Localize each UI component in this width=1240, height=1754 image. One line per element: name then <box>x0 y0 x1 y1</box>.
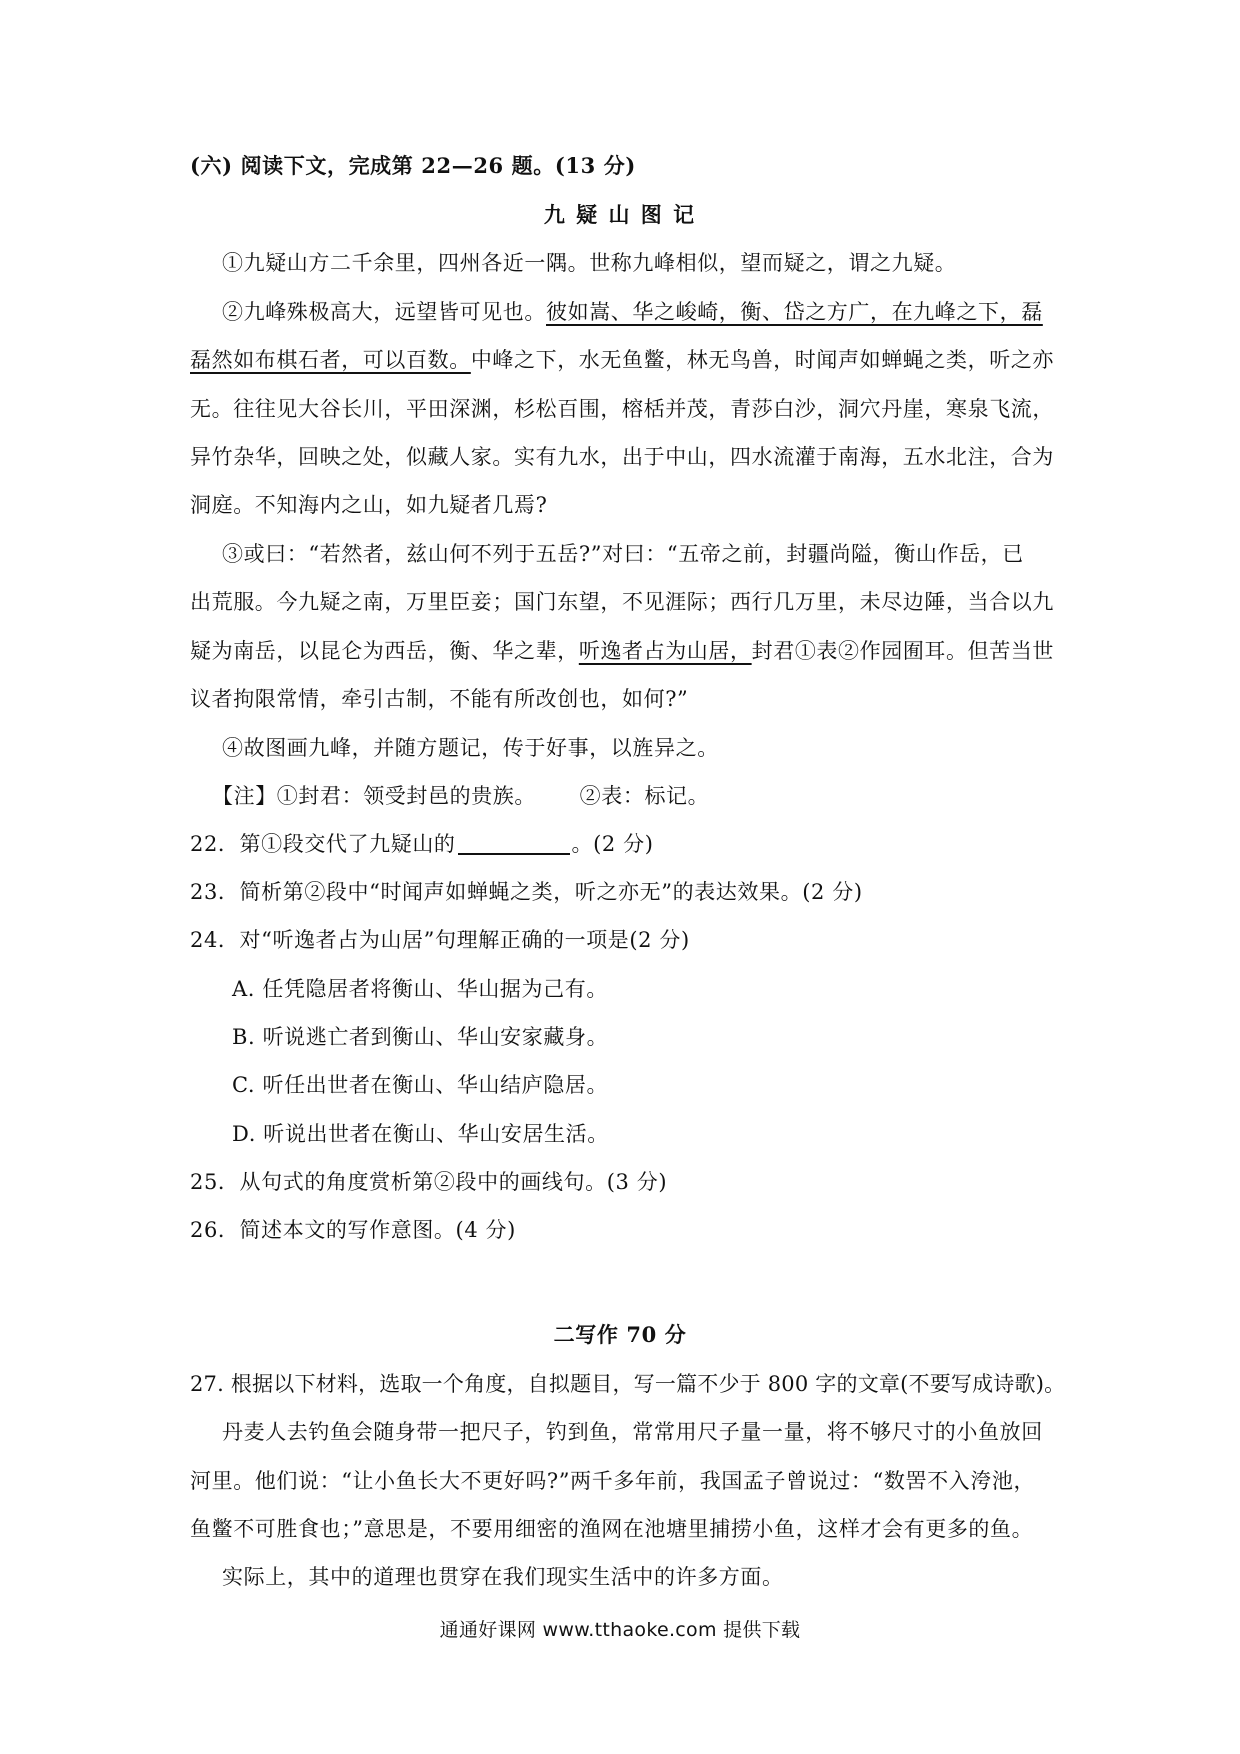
paragraph-3-text: 封君①表②作园囿耳。但苦当世 <box>751 639 1055 663</box>
paragraph-2-text: 中峰之下，水无鱼鳖，林无鸟兽，时闻声如蝉蝇之类，听之亦 <box>470 348 1055 372</box>
underlined-sentence: 磊然如布棋石者，可以百数。 <box>190 348 471 372</box>
question-23: 23．简析第②段中“时闻声如蝉蝇之类，听之亦无”的表达效果。(2 分) <box>190 880 863 904</box>
question-22 <box>190 830 654 858</box>
answer-blank[interactable] <box>458 833 570 855</box>
writing-heading: 二写作 70 分 <box>553 1322 687 1347</box>
paragraph-2-line-2 <box>190 346 1054 374</box>
paragraph-4: ④故图画九峰，并随方题记，传于好事，以旌异之。 <box>222 736 719 760</box>
question-25: 25．从句式的角度赏析第②段中的画线句。(3 分) <box>190 1170 668 1194</box>
option-a: A. 任凭隐居者将衡山、华山据为己有。 <box>232 977 608 1001</box>
question-22-score: 。(2 分) <box>571 832 654 856</box>
question-26: 26．简述本文的写作意图。(4 分) <box>190 1218 516 1242</box>
paragraph-1: ①九疑山方二千余里，四州各近一隅。世称九峰相似，望而疑之，谓之九疑。 <box>222 251 957 275</box>
passage-title: 九 疑 山 图 记 <box>543 202 697 227</box>
question-22-text: 22．第①段交代了九疑山的 <box>190 832 456 856</box>
paragraph-2-line-3: 无。往往见大谷长川，平田深渊，杉松百围，榕栝并茂，青莎白沙，洞穴丹崖，寒泉飞流， <box>190 397 1054 421</box>
paragraph-3-line-4: 议者拘限常情，牵引古制，不能有所改创也，如何?” <box>190 687 689 711</box>
question-27: 27. 根据以下材料，选取一个角度，自拟题目，写一篇不少于 800 字的文章(不要写成诗歌)。 <box>190 1372 1066 1396</box>
footer-source: 通通好课网 www.tthaoke.com 提供下载 <box>439 1619 801 1641</box>
paragraph-3-line-1: ③或曰：“若然者，兹山何不列于五岳?”对曰：“五帝之前，封疆尚隘，衡山作岳，已 <box>222 542 1024 566</box>
paragraph-3-line-3 <box>190 637 1054 665</box>
underlined-phrase: 听逸者占为山居， <box>578 639 752 663</box>
option-b: B. 听说逃亡者到衡山、华山安家藏身。 <box>232 1025 609 1049</box>
question-24: 24．对“听逸者占为山居”句理解正确的一项是(2 分) <box>190 928 690 952</box>
paragraph-2-line-5: 洞庭。不知海内之山，如九疑者几焉? <box>190 493 548 517</box>
paragraph-2-line-4: 异竹杂华，回映之处，似藏人家。实有九水，出于中山，四水流灌于南海，五水北注，合为 <box>190 445 1054 469</box>
footnote: 【注】①封君：领受封邑的贵族。 ②表：标记。 <box>212 784 710 808</box>
material-line-1: 丹麦人去钓鱼会随身带一把尺子，钓到鱼，常常用尺子量一量，将不够尺寸的小鱼放回 <box>222 1420 1043 1444</box>
paragraph-2-line-1 <box>222 298 1043 326</box>
section-heading: (六) 阅读下文，完成第 22—26 题。(13 分) <box>190 153 636 178</box>
paragraph-3-text: 疑为南岳，以昆仑为西岳，衡、华之辈， <box>190 639 579 663</box>
paragraph-2-text: ②九峰殊极高大，远望皆可见也。 <box>222 300 546 324</box>
paragraph-3-line-2: 出荒服。今九疑之南，万里臣妾；国门东望，不见涯际；西行几万里，未尽边陲，当合以九 <box>190 590 1054 614</box>
option-d: D. 听说出世者在衡山、华山安居生活。 <box>232 1122 609 1146</box>
option-c: C. 听任出世者在衡山、华山结庐隐居。 <box>232 1073 609 1097</box>
material-line-3: 鱼鳖不可胜食也；”意思是，不要用细密的渔网在池塘里捕捞小鱼，这样才会有更多的鱼。 <box>190 1517 1034 1541</box>
underlined-sentence: 彼如嵩、华之峻崎，衡、岱之方广，在九峰之下，磊 <box>546 300 1043 324</box>
material-line-2: 河里。他们说：“让小鱼长大不更好吗?”两千多年前，我国孟子曾说过：“数罟不入洿池， <box>190 1469 1036 1493</box>
material-line-4: 实际上，其中的道理也贯穿在我们现实生活中的许多方面。 <box>222 1565 784 1589</box>
